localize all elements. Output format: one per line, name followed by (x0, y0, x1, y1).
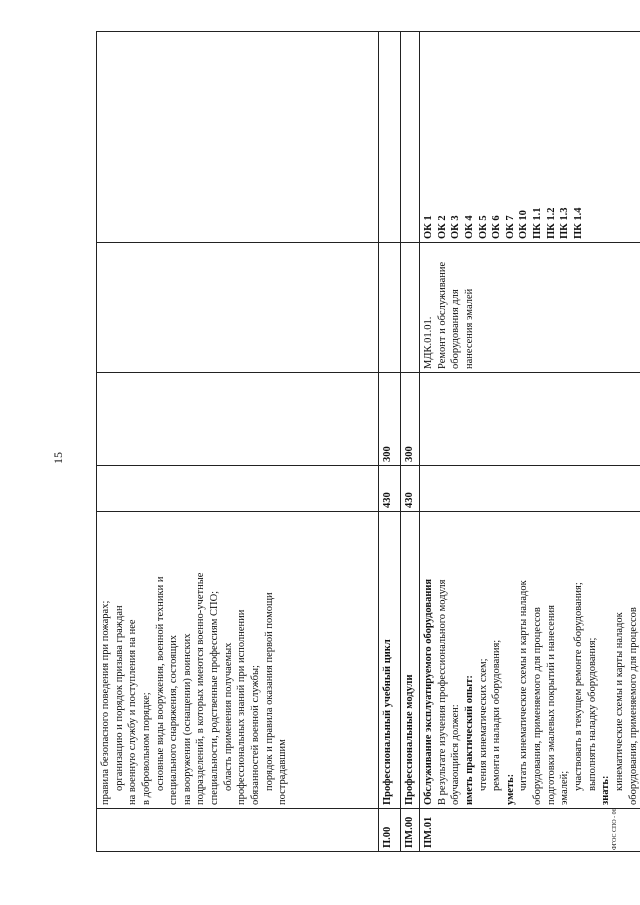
text-line: эмалей; (559, 770, 571, 805)
competency-code: ПК 1.2 (545, 207, 557, 239)
hours-cell: 300 (379, 373, 401, 466)
text-line: В результате изучения профессионального модуля (436, 579, 448, 805)
table-row (401, 32, 420, 852)
course-cell (379, 243, 401, 373)
code-cell: ПМ.01 (420, 809, 640, 852)
text-line: порядок и правила оказания первой помощи (263, 592, 275, 791)
competency-code: ОК 3 (450, 215, 462, 239)
section-label: знать: (600, 775, 612, 805)
table-row (420, 32, 640, 852)
text-line: подготовки эмалевых покрытий и нанесения (545, 605, 557, 805)
max-hours-cell (97, 466, 379, 512)
description-cell (420, 512, 640, 809)
text-line: профессиональных знаний при исполнении (236, 609, 248, 805)
text-line: область применения получаемых (222, 642, 234, 791)
competency-code: ПК 1.1 (532, 207, 544, 239)
text-line: правила безопасного поведения при пожарах; (100, 600, 111, 805)
text-line: пострадавшим (277, 739, 289, 805)
section-label: уметь: (504, 773, 516, 805)
max-hours-cell (420, 466, 640, 512)
text-line: в добровольном порядке; (140, 692, 152, 805)
text-line: на вооружении (оснащении) воинских (181, 633, 193, 805)
competencies-cell (401, 32, 420, 243)
competency-code: ОК 10 (518, 210, 530, 239)
competencies-cell (420, 32, 640, 243)
title-cell: Профессиональные модули (401, 512, 420, 809)
text-line: организацию и порядок призыва граждан (113, 605, 125, 791)
module-title: Обслуживание эксплуатируемого оборудования (423, 578, 434, 805)
title-cell: Профессиональный учебный цикл (379, 512, 401, 809)
text-line: основные виды вооружения, военной техники и (154, 576, 166, 791)
competency-code: ОК 1 (423, 215, 434, 239)
hours-cell (97, 373, 379, 466)
text-line: оборудования, применяемого для процессов (532, 607, 544, 805)
text-line: обучающийся должен: (450, 704, 462, 805)
table-row (379, 32, 401, 852)
text-line: оборудования, применяемого для процессов (627, 607, 639, 805)
competencies-cell (97, 32, 379, 243)
competency-code: ОК 7 (504, 215, 516, 239)
hours-cell (420, 373, 640, 466)
text-line: участвовать в текущем ремонте оборудования; (573, 582, 585, 791)
max-hours-cell: 430 (379, 466, 401, 512)
course-cell (401, 243, 420, 373)
text-line: обязанностей военной службы; (250, 665, 262, 805)
description-cell (97, 512, 379, 809)
competency-code: ОК 5 (477, 215, 489, 239)
text-line: ремонта и наладки оборудования; (491, 639, 503, 791)
course-title-line: Ремонт и обслуживание (436, 261, 448, 369)
course-title-line: оборудования для (450, 289, 462, 369)
text-line: кинематические схемы и карты наладок (613, 612, 625, 791)
course-title-line: нанесения эмалей (463, 288, 475, 369)
course-code: МДК.01.01. (423, 316, 434, 369)
text-line: подразделений, в которых имеются военно-учетные (195, 572, 207, 805)
code-cell: ПМ.00 (401, 809, 420, 852)
text-line: выполнять наладку оборудования; (586, 637, 598, 791)
competency-code: ОК 4 (463, 215, 475, 239)
course-cell (420, 243, 640, 373)
competencies-cell (379, 32, 401, 243)
competency-code: ОК 2 (436, 215, 448, 239)
text-line: специального снаряжения, состоящих (168, 635, 180, 805)
competency-code: ПК 1.3 (559, 207, 571, 239)
course-cell (97, 243, 379, 373)
text-line: читать кинематические схемы и карты наладок (518, 580, 530, 791)
code-cell (97, 809, 379, 852)
footer-text: ФГОС СПО - 06 (612, 808, 618, 850)
competency-code: ОК 6 (491, 215, 503, 239)
page-number: 15 (51, 452, 65, 464)
table-row (97, 32, 379, 852)
text-line: на военную службу и поступления на нее (127, 619, 139, 805)
section-label: иметь практический опыт: (463, 675, 475, 805)
hours-cell: 300 (401, 373, 420, 466)
text-line: чтения кинематических схем; (477, 658, 489, 791)
competency-code: ПК 1.4 (573, 207, 585, 239)
max-hours-cell: 430 (401, 466, 420, 512)
text-line: специальности, родственные профессиям СПО; (209, 590, 221, 805)
code-cell: П.00 (379, 809, 401, 852)
